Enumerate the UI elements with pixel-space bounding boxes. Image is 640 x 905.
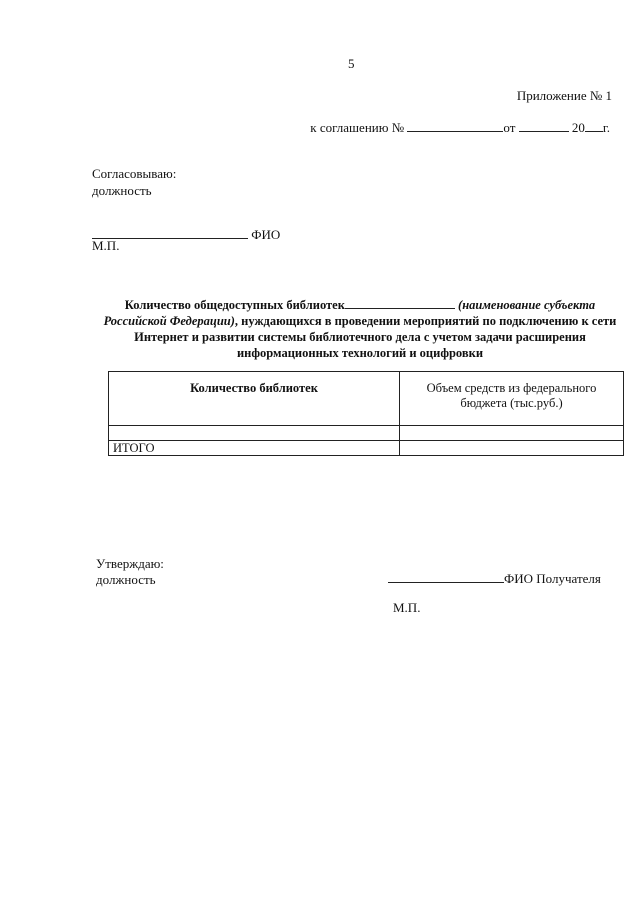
cell-library-count <box>109 426 400 441</box>
header-library-count: Количество библиотек <box>109 372 400 426</box>
agreement-year-prefix: 20 <box>571 120 585 135</box>
libraries-table <box>108 371 624 456</box>
approval-stamp: М.П. <box>92 238 120 253</box>
confirmation-position: должность <box>96 572 156 587</box>
approval-position: должность <box>92 183 152 198</box>
table-total-row <box>109 441 624 456</box>
recipient-name: ФИО Получателя <box>504 571 601 586</box>
confirmation-label: Утверждаю: <box>96 556 164 571</box>
agreement-date-blank <box>519 119 569 132</box>
total-label: ИТОГО <box>109 441 400 456</box>
heading-part-1: Количество общедоступных библиотек <box>124 298 345 312</box>
heading-part-3: , нуждающихся в проведении мероприятий по подключению к сети Интернет и развитии системы библиотечного дела с учетом задачи расширения информационных технологий и оцифровки <box>134 314 617 360</box>
heading-region: (наименование субъекта Российской Федерации) <box>103 298 596 328</box>
agreement-from: от <box>503 120 516 135</box>
page-number: 5 <box>348 56 355 71</box>
approval-block <box>92 165 176 199</box>
recipient-stamp: М.П. <box>393 600 421 615</box>
approval-signature-line <box>92 226 280 243</box>
appendix-title: Приложение № 1 <box>516 88 612 103</box>
approval-label: Согласовываю: <box>92 166 177 181</box>
approval-name: ФИО <box>251 227 281 242</box>
table-row <box>109 426 624 441</box>
confirmation-block <box>96 556 164 588</box>
agreement-prefix: к соглашению № <box>310 120 405 135</box>
agreement-year-blank <box>585 119 603 132</box>
header-federal-budget: Объем средств из федерального бюджета (тыс.руб.) <box>400 372 624 426</box>
recipient-signature-blank <box>388 570 504 583</box>
agreement-reference <box>310 119 610 136</box>
table-header-row <box>109 372 624 426</box>
recipient-signature-line <box>388 570 601 587</box>
heading-blank <box>345 296 455 309</box>
cell-federal-budget <box>400 426 624 441</box>
total-value <box>400 441 624 456</box>
agreement-year-suffix: г. <box>602 120 610 135</box>
agreement-number-blank <box>407 119 503 132</box>
document-heading <box>100 296 620 361</box>
